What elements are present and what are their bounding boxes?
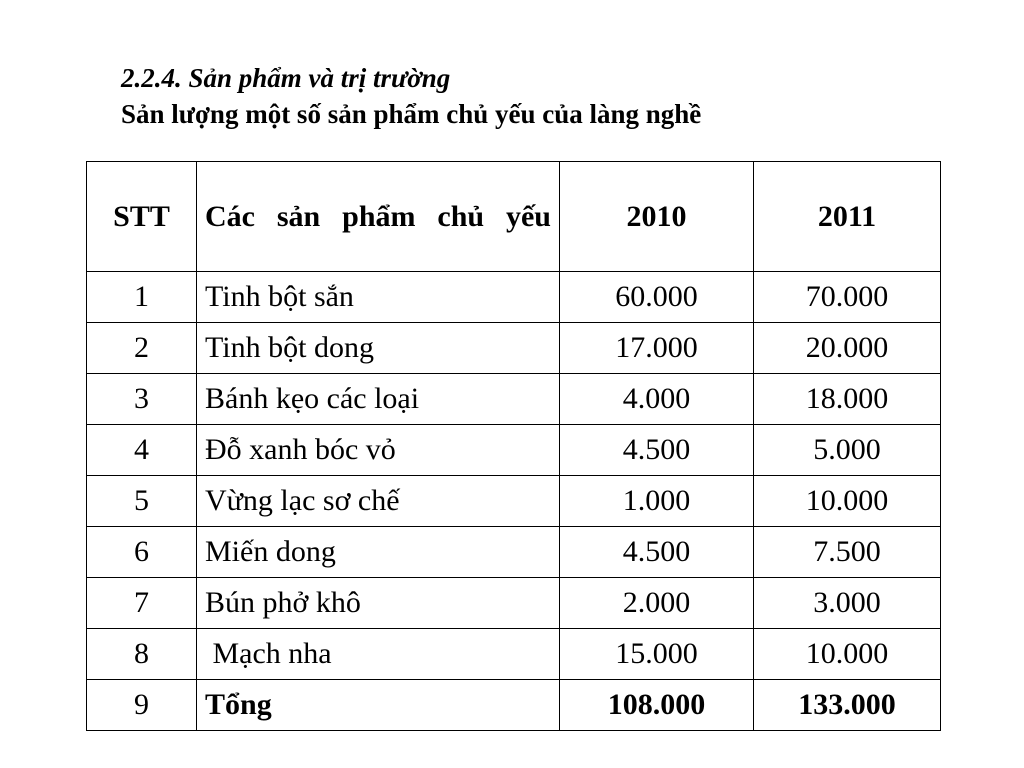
cell-product-name: Mạch nha [197, 629, 560, 680]
table-row [87, 272, 941, 323]
table-row [87, 425, 941, 476]
table-row [87, 629, 941, 680]
cell-product-name: Tinh bột dong [197, 323, 560, 374]
cell-value-2010: 2.000 [560, 578, 754, 629]
cell-value-2011: 18.000 [754, 374, 941, 425]
cell-value-2010: 4.000 [560, 374, 754, 425]
table-row [87, 527, 941, 578]
cell-value-2011: 10.000 [754, 629, 941, 680]
cell-value-2010: 4.500 [560, 527, 754, 578]
cell-value-2010: 15.000 [560, 629, 754, 680]
cell-value-2010: 4.500 [560, 425, 754, 476]
table-header-row [87, 162, 941, 272]
cell-total-2011: 133.000 [754, 680, 941, 731]
table-row [87, 578, 941, 629]
cell-value-2011: 7.500 [754, 527, 941, 578]
cell-value-2010: 1.000 [560, 476, 754, 527]
header-year-2010: 2010 [560, 162, 754, 272]
cell-value-2011: 3.000 [754, 578, 941, 629]
cell-stt: 4 [87, 425, 197, 476]
cell-stt: 2 [87, 323, 197, 374]
cell-value-2011: 70.000 [754, 272, 941, 323]
table-row [87, 323, 941, 374]
cell-stt: 8 [87, 629, 197, 680]
table-total-row [87, 680, 941, 731]
table-caption: Sản lượng một số sản phẩm chủ yếu của làng nghề [121, 99, 702, 129]
header-product: Các sản phẩm chủ yếu [197, 162, 560, 272]
cell-value-2011: 5.000 [754, 425, 941, 476]
cell-product-name: Miến dong [197, 527, 560, 578]
cell-stt: 6 [87, 527, 197, 578]
cell-total-label: Tổng [197, 680, 560, 731]
cell-stt: 5 [87, 476, 197, 527]
section-title: 2.2.4. Sản phẩm và trị trường [121, 63, 451, 93]
cell-product-name: Tinh bột sắn [197, 272, 560, 323]
cell-total-2010: 108.000 [560, 680, 754, 731]
cell-stt: 3 [87, 374, 197, 425]
cell-stt: 7 [87, 578, 197, 629]
cell-product-name: Đỗ xanh bóc vỏ [197, 425, 560, 476]
cell-product-name: Bún phở khô [197, 578, 560, 629]
table-row [87, 374, 941, 425]
production-table [86, 161, 941, 731]
header-stt: STT [87, 162, 197, 272]
cell-stt: 9 [87, 680, 197, 731]
cell-stt: 1 [87, 272, 197, 323]
cell-product-name: Vừng lạc sơ chế [197, 476, 560, 527]
header-year-2011: 2011 [754, 162, 941, 272]
heading-block [121, 60, 981, 132]
cell-value-2010: 60.000 [560, 272, 754, 323]
cell-product-name: Bánh kẹo các loại [197, 374, 560, 425]
cell-value-2010: 17.000 [560, 323, 754, 374]
table-row [87, 476, 941, 527]
cell-value-2011: 20.000 [754, 323, 941, 374]
cell-value-2011: 10.000 [754, 476, 941, 527]
